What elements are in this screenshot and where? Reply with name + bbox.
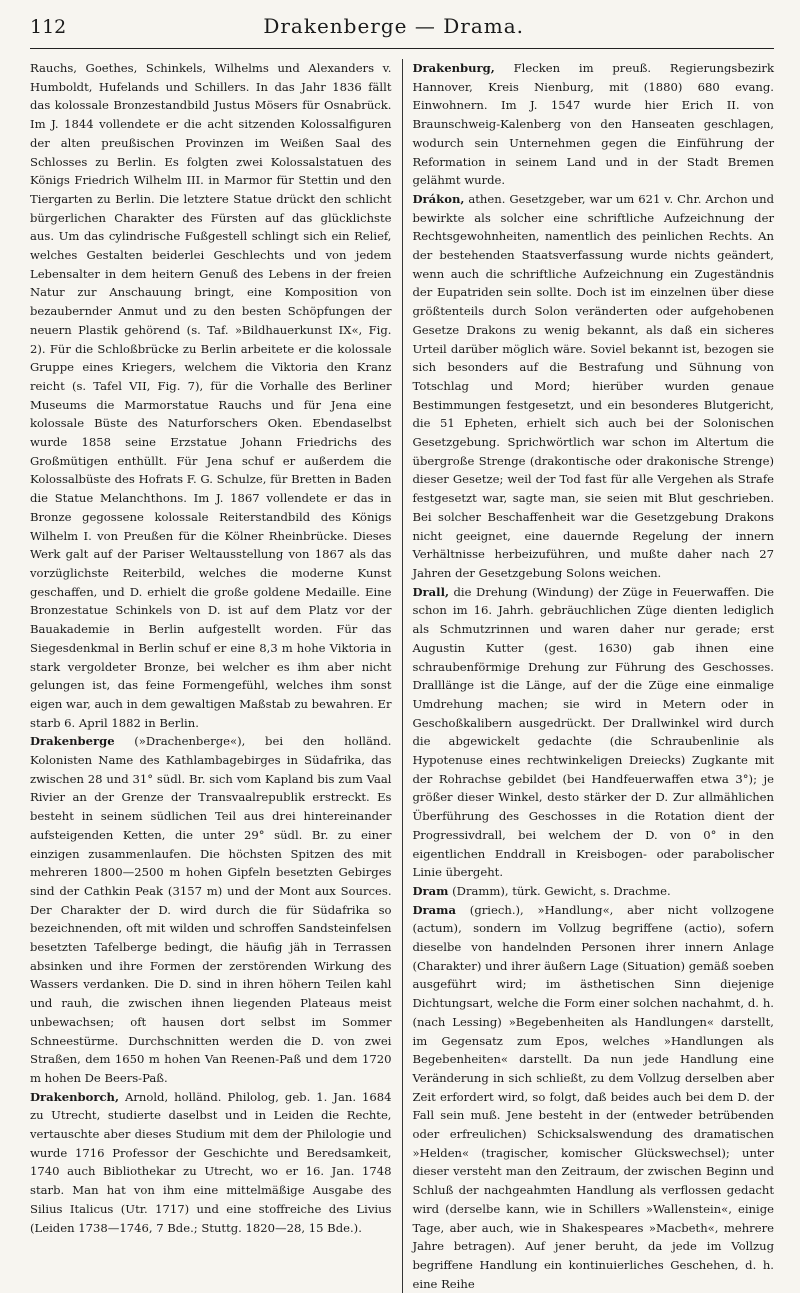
entry-continuation: Rauchs, Goethes, Schinkels, Wilhelms und Alexanders v. Humboldt, Hufelands und Schillers. In das Jahr 1836 fällt das kolossale Bronzestandbild Justus Mösers für Osnabrück. Im J. 1844 vollendete er die acht sitzenden Kolossalfiguren der alten preußischen Provinzen im Weißen Saal des Schlosses zu Berlin. Es folgten zwei Kolossalstatuen des Königs Friedrich Wilhelm III. in Marmor für Stettin und den Tiergarten zu Berlin. Die letztere Statue drückt den schlicht bürgerlichen Charakter des Fürsten auf das glücklichste aus. Um das cylindrische Fußgestell schlingt sich ein Relief, welches Gestalten beiderlei Geschlechts und von jedem Lebensalter in dem heitern Genuß des Lebens in der freien Natur zur Anschauung bringt, eine Komposition von bezaubernder Anmut und zu den besten Schöpfungen der neuern Plastik gehörend (s. Taf. »Bildhauerkunst IX«, Fig. 2). Für die Schloßbrücke zu Berlin arbeitete er die kolossale Gruppe eines Kriegers, welchem die Viktoria den Kranz reicht (s. Tafel VII, Fig. 7), für die Vorhalle des Berliner Museums die Marmorstatue Rauchs und für Jena eine kolossale Büste des Naturforschers Oken. Ebendaselbst wurde 1858 seine Erzstatue Johann Friedrichs des Großmütigen enthüllt. Für Jena schuf er außerdem die Kolossalbüste des Hofrats F. G. Schulze, für Bretten in Baden die Statue Melanchthons. Im J. 1867 vollendete er das in Bronze gegossene kolossale Reiterstandbild des Königs Wilhelm I. von Preußen für die Kölner Rheinbrücke. Dieses Werk galt auf der Pariser Weltausstellung von 1867 als das vorzüglichste Reiterbild, welches die moderne Kunst geschaffen, und D. erhielt die große goldene Medaille. Eine Bronzestatue Schinkels von D. ist auf dem Platz vor der Bauakademie in Berlin aufgestellt worden. Für das Siegesdenkmal in Berlin schuf er eine 8,3 m hohe Viktoria in stark vergoldeter Bronze, bei welcher es ihm aber nicht gelungen ist, das feine Formengefühl, welches ihm sonst eigen war, auch in dem gewaltigen Maßstab zu bewahren. Er starb 6. April 1882 in Berlin. — [30, 61, 392, 730]
left-column — [30, 59, 392, 1293]
entry-head: Drakenborch, — [30, 1089, 119, 1104]
entry-drakenberge — [30, 732, 392, 1087]
entry-text: (»Drachenberge«), bei den holländ. Kolonisten Name des Kathlambagebirges in Südafrika, das zwischen 28 und 31° südl. Br. sich vom Kapland bis zum Vaal Rivier an der Grenze der Transvaalrepublik erstreckt. Es besteht in seinem südlichen Teil aus drei hintereinander aufsteigenden Ketten, die unter 29° südl. Br. zu einer einzigen zusammenlaufen. Die höchsten Spitzen des mit mehreren 1800—2500 m hohen Gipfeln besetzten Gebirges sind der Cathkin Peak (3157 m) und der Mont aux Sources. Der Charakter der D. wird durch die für Südafrika so bezeichnenden, oft mit wilden und schroffen Sandsteinfelsen besetzten Tafelberge bedingt, die häufig jäh in Terrassen absinken und ihre Formen der zerstörenden Wirkung des Wassers verdanken. Die D. sind in ihren höhern Teilen kahl und rauh, die zwischen ihnen liegenden Plateaus meist unbewachsen; oft hausen dort selbst im Sommer Schneestürme. Durchschnitten werden die D. von zwei Straßen, dem 1650 m hohen Van Reenen-Paß und dem 1720 m hohen De Beers-Paß. — [30, 734, 392, 1085]
entry-drakenborch — [30, 1088, 392, 1238]
entry-text: die Drehung (Windung) der Züge in Feuerwaffen. Die schon im 16. Jahrh. gebräuchlichen Züge dienten lediglich als Schmutzrinnen und waren daher nur gerade; erst Augustin Kutter (gest. 1630) gab ihnen eine schraubenförmige Drehung zur Führung des Geschosses. Dralllänge ist die Länge, auf der die Züge eine einmalige Umdrehung machen; sie wird in Metern oder in Geschoßkalibern ausgedrückt. Der Drallwinkel wird durch die abgewickelt gedachte (die Schraubenlinie als Hypotenuse eines rechtwinkeligen Dreiecks) Zugkante mit der Rohrachse gebildet (bei Handfeuerwaffen etwa 3°); je größer dieser Winkel, desto stärker der D. Zur allmählichen Überführung des Geschosses in die Rotation dient der Progressivdrall, bei welchem der D. von 0° in den eigentlichen Enddrall in Kreisbogen- oder parabolischer Linie übergeht. — [412, 584, 774, 880]
entry-head: Drall, — [412, 584, 450, 599]
entry-text: Flecken im preuß. Regierungsbezirk Hannover, Kreis Nienburg, mit (1880) 680 evang. Einwohnern. Im J. 1547 wurde hier Erich II. von Braunschweig-Kalenberg von den Hanseaten geschlagen, wodurch sein Unternehmen gegen die Einführung der Reformation in seinem Land und in der Stadt Bremen gelähmt wurde. — [412, 61, 774, 188]
entry-drakenburg — [413, 59, 775, 190]
page-header — [30, 14, 774, 49]
entry-text: athen. Gesetzgeber, war um 621 v. Chr. Archon und bewirkte als solcher eine schriftliche Aufzeichnung der Rechtsgewohnheiten, namentlich des peinlichen Rechts. An der bestehenden Staatsverfassung wurde nichts geändert, wenn auch die schriftliche Aufzeichnung ein Zugeständnis der Eupatriden sein sollte. Doch ist im einzelnen über diese größtenteils durch Solon veränderten oder aufgehobenen Gesetze Drakons zu wenig bekannt, als daß ein sicheres Urteil darüber möglich wäre. Soviel bekannt ist, bezogen sie sich besonders auf die Bestrafung und Sühnung von Totschlag und Mord; hierüber wurden genaue Bestimmungen festgesetzt, und ein besonderes Blutgericht, die 51 Epheten, erhielt sich auch bei der Solonischen Gesetzgebung. Sprichwörtlich war schon im Altertum die übergroße Strenge (drakontische oder drakonische Strenge) dieser Gesetze; weil der Tod fast für alle Vergehen als Strafe festgesetzt war, sagte man, sie seien mit Blut geschrieben. Bei solcher Beschaffenheit war die Gesetzgebung Drakons nicht geeignet, eine dauernde Regelung der innern Verhältnisse herbeizuführen, und mußte daher nach 27 Jahren der Gesetzgebung Solons weichen. — [412, 191, 774, 580]
column-divider — [402, 59, 403, 1293]
page-number: 112 — [30, 16, 67, 38]
entry-drakon — [413, 190, 775, 583]
entry-dram — [413, 882, 775, 901]
entry-text: Arnold, holländ. Philolog, geb. 1. Jan. 1684 zu Utrecht, studierte daselbst und in Leiden die Rechte, vertauschte aber dieses Studium mit dem der Philologie und wurde 1716 Professor der Geschichte und Beredsamkeit, 1740 auch Bibliothekar zu Utrecht, wo er 16. Jan. 1748 starb. Man hat von ihm eine mittelmäßige Ausgabe des Silius Italicus (Utr. 1717) und eine stoffreiche des Livius (Leiden 1738—1746, 7 Bde.; Stuttg. 1820—28, 15 Bde.). — [30, 1089, 392, 1235]
entry-head: Drakenburg, — [412, 61, 495, 75]
entry-head: Drama — [412, 902, 456, 917]
text-columns — [30, 59, 774, 1293]
entry-drama — [413, 901, 775, 1293]
entry-text: (griech.), »Handlung«, aber nicht vollzogene (actum), sondern im Vollzug begriffene (actio), sofern dieselbe von handelnden Personen ihrer innern Anlage (Charakter) und ihrer äußern Lage (Situation) gemäß soeben ausgeführt wird; im ästhetischen Sinn diejenige Dichtungsart, welche die Form einer solchen nachahmt, d. h. (nach Lessing) »Begebenheiten als Handlungen« darstellt, im Gegensatz zum Epos, welches »Handlungen als Begebenheiten« darstellt. Da nun jede Handlung eine Veränderung in sich schließt, zu dem Vollzug derselben aber Zeit erfordert wird, so folgt, daß beides auch bei dem D. der Fall sein muß. Jene besteht in der (entweder betrübenden oder erfreulichen) Schicksalswendung des dramatischen »Helden« (tragischer, komischer Glückswechsel); unter dieser versteht man den Zeitraum, der zwischen Beginn und Schluß der nachgeahmten Handlung als verflossen gedacht wird (derselbe kann, wie in Schillers »Wallenstein«, einige Tage, aber auch, wie in Shakespeares »Macbeth«, mehrere Jahre betragen). Auf jener beruht, da jede im Vollzug begriffene Handlung ein kontinuierliches Geschehen, d. h. eine Reihe — [412, 902, 774, 1291]
entry-head: Drakenberge — [30, 734, 115, 749]
entry-drall — [413, 583, 775, 882]
right-column — [413, 59, 775, 1293]
entry-text: (Dramm), türk. Gewicht, s. Drachme. — [452, 883, 671, 898]
running-head: Drakenberge — Drama. — [263, 14, 524, 38]
entry-head: Dram — [412, 883, 449, 898]
entry-head: Drákon, — [412, 191, 465, 206]
